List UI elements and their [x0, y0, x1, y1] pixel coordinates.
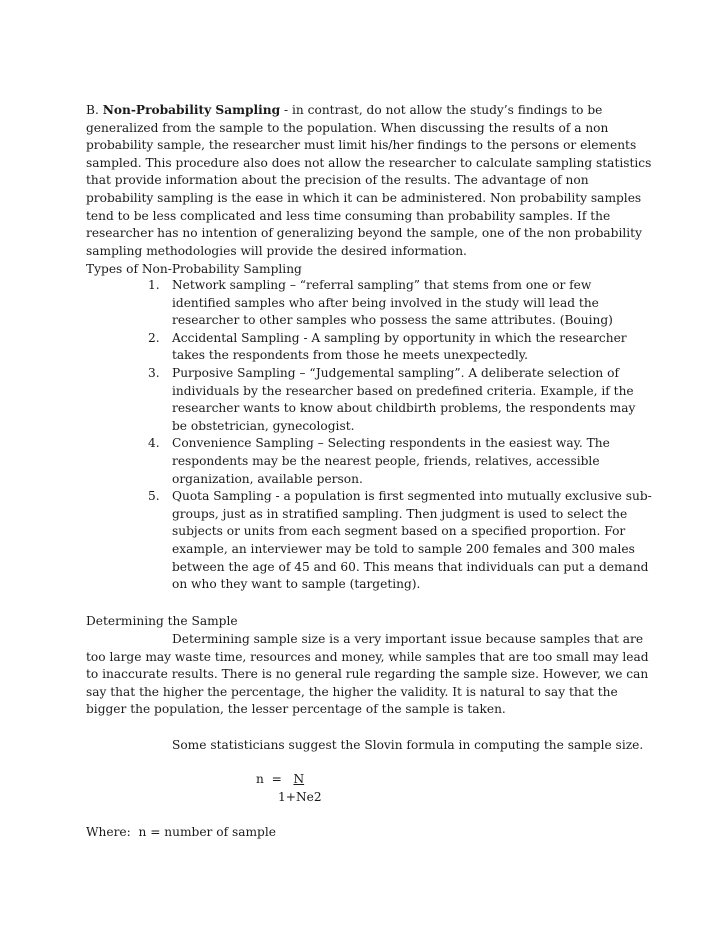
list-item-number: 2. — [148, 330, 160, 345]
types-heading: Types of Non-Probability Sampling — [86, 262, 302, 276]
slovin-formula — [256, 771, 322, 806]
types-list — [148, 277, 652, 594]
section-prefix: B. — [86, 103, 103, 117]
formula-denominator: 1+Ne2 — [278, 789, 322, 804]
section-title: Non-Probability Sampling — [102, 103, 281, 117]
list-item-text: Accidental Sampling - A sampling by opportunity in which the researcher takes the respondents from those he meets unexpectedly. — [172, 330, 627, 363]
list-item-text: Convenience Sampling – Selecting respondents in the easiest way. The respondents may be the nearest people, friends, relatives, accessible organization, available person. — [172, 436, 610, 486]
list-item-number: 5. — [148, 489, 160, 504]
list-item-number: 4. — [148, 436, 160, 451]
list-item-number: 3. — [148, 365, 160, 380]
list-item — [148, 488, 652, 594]
list-item — [148, 435, 652, 488]
list-item — [148, 277, 652, 330]
list-item-number: 1. — [148, 278, 160, 292]
list-item — [148, 365, 652, 435]
determining-paragraph: Determining sample size is a very important issue because samples that are too large may waste time, resources and money, while samples that are too small may lead to inaccurate results. There is no general rule regarding the sample size. However, we can say that the higher the percentage, the higher the validity. It is natural to say that the bigger the population, the lesser percentage of the sample is taken. — [86, 632, 649, 717]
section-text: - in contrast, do not allow the study’s findings to be generalized from the sample to the population. When discussing the results of a non probability sample, the researcher must limit his/her findings to the persons or elements sampled. This procedure also does not allow the researcher to calculate sampling statistics that provide information about the precision of the results. The advantage of non probability sampling is the ease in which it can be administered. Non probability samples tend to be less complicated and less time consuming than probability samples. If the researcher has no intention of generalizing beyond the sample, one of the non probability sampling methodologies will provide the desired information. — [86, 103, 652, 258]
determining-heading: Determining the Sample — [86, 614, 238, 628]
list-item-text: Purposive Sampling – “Judgemental sampling”. A deliberate selection of individuals by the researcher based on predefined criteria. Example, if the researcher wants to know about childbirth problems, the respondents may be obstetrician, gynecologist. — [172, 365, 636, 433]
where-line: Where: n = number of sample — [86, 825, 276, 839]
list-item — [148, 330, 652, 365]
list-item-text: Network sampling – “referral sampling” that stems from one or few identified samples who after being involved in the study will lead the researcher to other samples who possess the same attributes. (Bouing) — [172, 278, 613, 328]
section-b-paragraph — [86, 102, 652, 260]
formula-lhs: n = — [256, 772, 294, 786]
slovin-intro: Some statisticians suggest the Slovin formula in computing the sample size. — [172, 738, 644, 752]
list-item-text: Quota Sampling - a population is first segmented into mutually exclusive sub-groups, just as in stratified sampling. Then judgment is used to select the subjects or units from each segment based on a specified proportion. For example, an interviewer may be told to sample 200 females and 300 males between the age of 45 and 60. This means that individuals can put a demand on who they want to sample (targeting). — [172, 489, 652, 592]
formula-numerator: N — [293, 772, 305, 786]
